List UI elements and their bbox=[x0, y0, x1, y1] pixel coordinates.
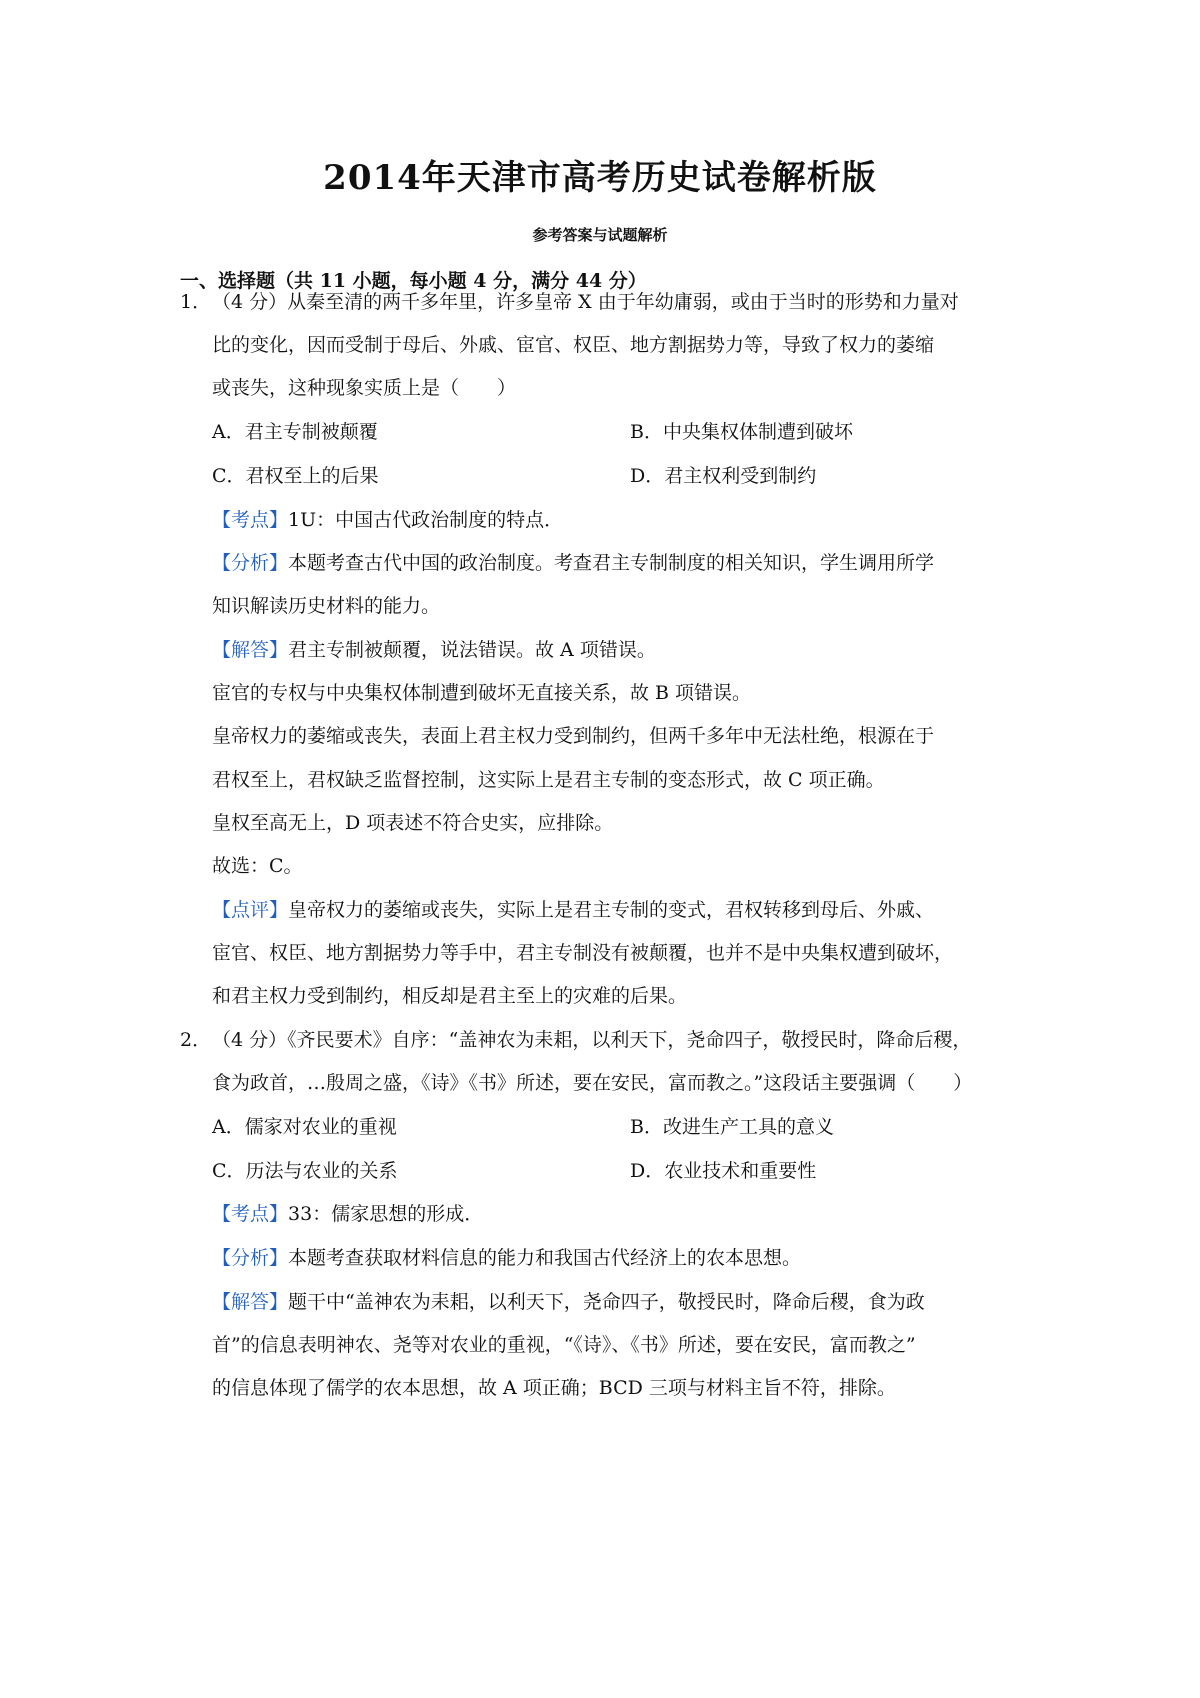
question-1-answer: 故选：C。 bbox=[212, 855, 303, 877]
page-subtitle: 参考答案与试题解析 bbox=[532, 226, 668, 244]
question-2-option-c: C．历法与农业的关系 bbox=[212, 1160, 398, 1182]
question-1-dianping-line-2: 宦官、权臣、地方割据势力等手中，君主专制没有被颠覆，也并不是中央集权遭到破坏， bbox=[212, 942, 954, 964]
jieda-tag: 【解答】 bbox=[212, 639, 289, 661]
question-1-jieda-line-5: 皇权至高无上，D 项表述不符合史实，应排除。 bbox=[212, 812, 614, 834]
fenxi-text: 本题考查获取材料信息的能力和我国古代经济上的农本思想。 bbox=[288, 1247, 802, 1269]
question-1-jieda-line-2: 宦官的专权与中央集权体制遭到破坏无直接关系，故 B 项错误。 bbox=[212, 682, 752, 704]
kaodian-text: 33：儒家思想的形成． bbox=[288, 1203, 484, 1225]
jieda-text: 题干中“盖神农为耒耜，以利天下，尧命四子，敬授民时，降命后稷，食为政 bbox=[288, 1291, 925, 1313]
dianping-tag: 【点评】 bbox=[212, 899, 289, 921]
question-1-dianping-line-3: 和君主权力受到制约，相反却是君主至上的灾难的后果。 bbox=[212, 985, 688, 1007]
question-2-option-b: B．改进生产工具的意义 bbox=[630, 1116, 834, 1138]
question-1-option-a: A．君主专制被颠覆 bbox=[212, 421, 378, 443]
fenxi-text: 本题考查古代中国的政治制度。考查君主专制制度的相关知识，学生调用所学 bbox=[288, 552, 935, 574]
question-2-kaodian bbox=[212, 1200, 483, 1228]
kaodian-text: 1U：中国古代政治制度的特点． bbox=[288, 509, 564, 531]
question-2-number: 2． bbox=[180, 1029, 212, 1051]
section-heading: 一、选择题（共 11 小题，每小题 4 分，满分 44 分） bbox=[180, 270, 647, 292]
question-1-option-d: D．君主权利受到制约 bbox=[630, 465, 817, 487]
fenxi-tag: 【分析】 bbox=[212, 552, 289, 574]
jieda-tag: 【解答】 bbox=[212, 1291, 289, 1313]
question-2-option-a: A．儒家对农业的重视 bbox=[212, 1116, 397, 1138]
question-1-stem-line-3: 或丧失，这种现象实质上是（ ） bbox=[212, 377, 517, 399]
question-2-stem-line-2: 食为政首，…殷周之盛，《诗》《书》所述，要在安民，富而教之。”这段话主要强调（ ） bbox=[212, 1072, 973, 1094]
question-2-jieda-line-2: 首”的信息表明神农、尧等对农业的重视，“《诗》、《书》所述，要在安民，富而教之” bbox=[212, 1334, 916, 1356]
question-1-number: 1． bbox=[180, 291, 212, 313]
question-2-fenxi bbox=[212, 1244, 801, 1272]
question-1-jieda-line-4: 君权至上，君权缺乏监督控制，这实际上是君主专制的变态形式，故 C 项正确。 bbox=[212, 769, 885, 791]
kaodian-tag: 【考点】 bbox=[212, 1203, 289, 1225]
jieda-text: 君主专制被颠覆，说法错误。故 A 项错误。 bbox=[288, 639, 656, 661]
question-1-kaodian bbox=[212, 506, 563, 534]
question-2-stem-line-1: （4 分）《齐民要术》自序：“盖神农为耒耜，以利天下，尧命四子，敬授民时，降命后稷， bbox=[212, 1029, 972, 1051]
question-1-stem-line-2: 比的变化，因而受制于母后、外戚、宦官、权臣、地方割据势力等，导致了权力的萎缩 bbox=[212, 334, 935, 356]
page-title: 2014年天津市高考历史试卷解析版 bbox=[323, 158, 877, 198]
question-2-option-d: D．农业技术和重要性 bbox=[630, 1160, 817, 1182]
question-2-jieda-line-3: 的信息体现了儒学的农本思想，故 A 项正确；BCD 三项与材料主旨不符，排除。 bbox=[212, 1377, 896, 1399]
kaodian-tag: 【考点】 bbox=[212, 509, 289, 531]
question-1-dianping-line-1 bbox=[212, 896, 934, 924]
dianping-text: 皇帝权力的萎缩或丧失，实际上是君主专制的变式，君权转移到母后、外戚、 bbox=[288, 899, 935, 921]
question-1-fenxi-line-2: 知识解读历史材料的能力。 bbox=[212, 595, 441, 617]
question-1-fenxi-line-1 bbox=[212, 549, 934, 577]
question-1-jieda-line-1 bbox=[212, 636, 656, 664]
question-2-jieda-line-1 bbox=[212, 1288, 925, 1316]
question-1-option-c: C．君权至上的后果 bbox=[212, 465, 379, 487]
question-1-stem-line-1: （4 分）从秦至清的两千多年里，许多皇帝 X 由于年幼庸弱，或由于当时的形势和力量对 bbox=[212, 291, 959, 313]
fenxi-tag: 【分析】 bbox=[212, 1247, 289, 1269]
question-1-option-b: B．中央集权体制遭到破坏 bbox=[630, 421, 853, 443]
question-1-jieda-line-3: 皇帝权力的萎缩或丧失，表面上君主权力受到制约，但两千多年中无法杜绝，根源在于 bbox=[212, 725, 935, 747]
